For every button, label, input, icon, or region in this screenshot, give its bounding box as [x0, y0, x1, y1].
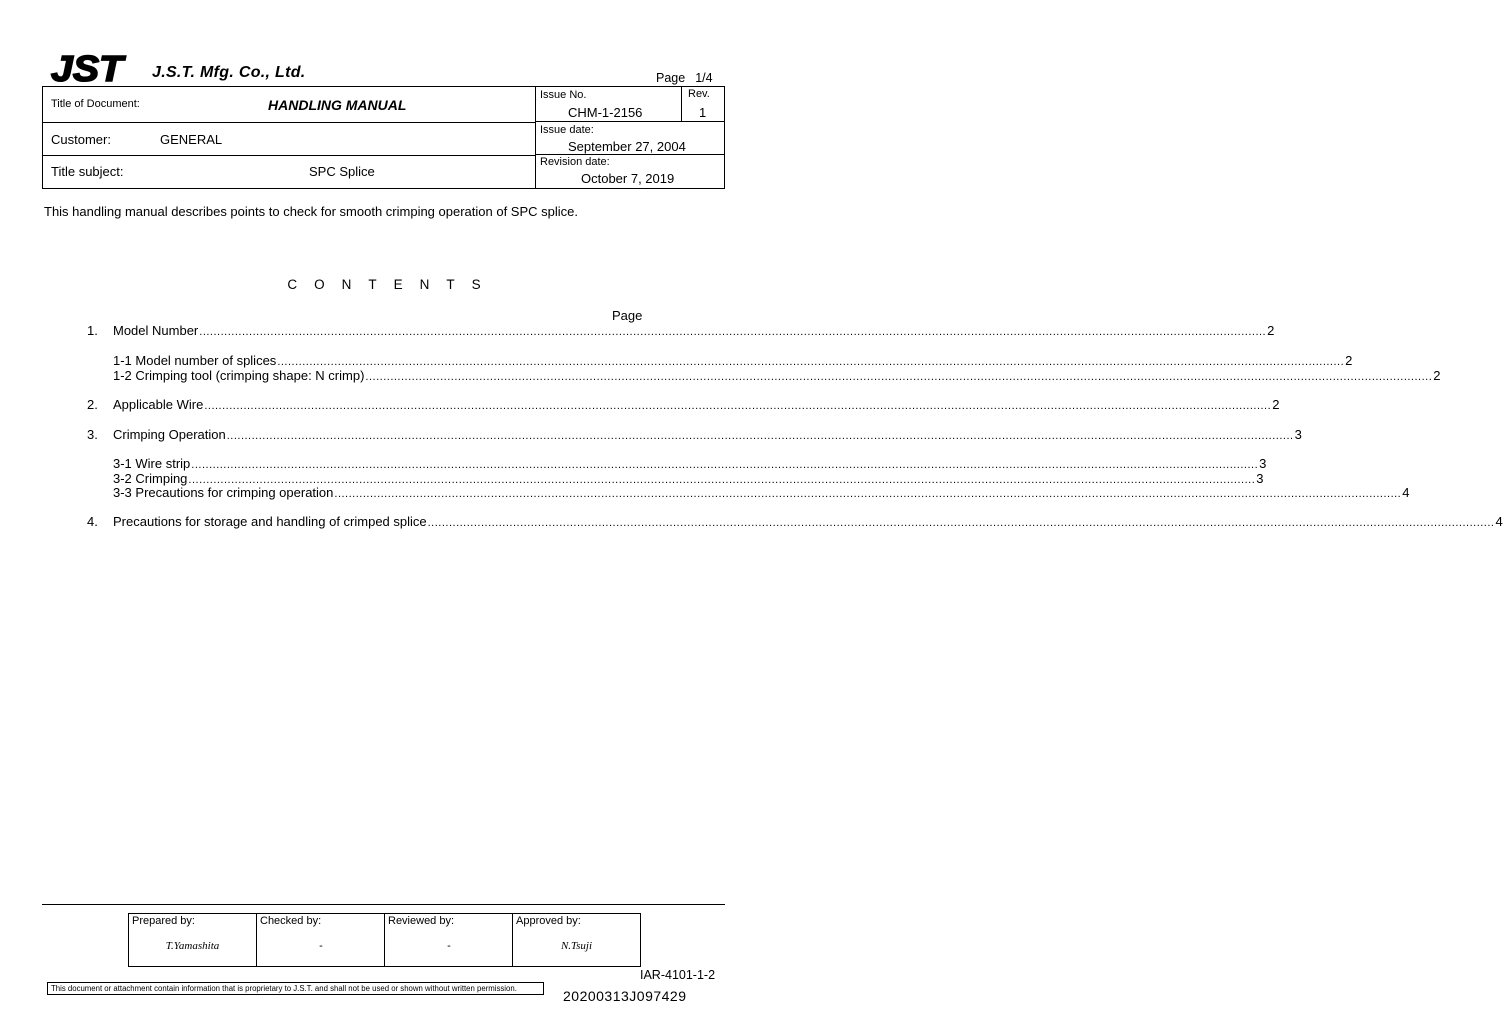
toc-leader: ............................................................................................................................................................................................................................................................................................................ — [188, 474, 1256, 486]
toc-leader: ............................................................................................................................................................................................................................................................................................................ — [365, 371, 1433, 383]
approved-by-signature: N.Tsuji — [560, 940, 593, 952]
toc-item[interactable] — [113, 427, 1302, 444]
issue-no-value: CHM-1-2156 — [568, 105, 643, 120]
customer-label: Customer: — [51, 132, 111, 147]
toc-item[interactable] — [113, 485, 1410, 502]
jst-logo — [50, 48, 127, 89]
toc-item[interactable] — [113, 397, 1280, 414]
document-title: HANDLING MANUAL — [268, 97, 407, 113]
proprietary-notice: This document or attachment contain information that is proprietary to J.S.T. and shall not be used or shown without written permission. — [47, 982, 544, 995]
toc-page: 3 — [1259, 456, 1267, 471]
intro-text: This handling manual describes points to check for smooth crimping operation of SPC splice. — [44, 204, 578, 219]
document-code: 20200313J097429 — [563, 988, 687, 1004]
rev-value: 1 — [699, 105, 707, 120]
toc-label: Precautions for storage and handling of crimped splice — [113, 514, 427, 529]
prepared-by-signature: T.Yamashita — [165, 940, 220, 952]
customer-value: GENERAL — [160, 132, 223, 147]
reviewed-by-label: Reviewed by: — [388, 915, 455, 927]
toc-leader: ............................................................................................................................................................................................................................................................................................................ — [199, 326, 1267, 338]
signature-table — [128, 913, 641, 967]
toc-leader: ............................................................................................................................................................................................................................................................................................................ — [226, 430, 1294, 442]
issue-date-value: September 27, 2004 — [568, 139, 686, 154]
title-subject-value: SPC Splice — [309, 164, 375, 179]
toc-label: 1-2 Crimping tool (crimping shape: N crimp) — [113, 368, 365, 383]
toc-number: 3. — [87, 427, 98, 442]
page-number — [656, 71, 713, 85]
toc-page: 2 — [1433, 368, 1441, 383]
revision-date-label: Revision date: — [540, 156, 610, 168]
toc-item[interactable] — [113, 323, 1275, 340]
toc-page: 3 — [1294, 427, 1302, 442]
issue-no-label: Issue No. — [540, 89, 587, 101]
toc-leader: ............................................................................................................................................................................................................................................................................................................ — [277, 356, 1345, 368]
toc-page: 4 — [1495, 514, 1503, 529]
toc-leader: ............................................................................................................................................................................................................................................................................................................ — [204, 400, 1272, 412]
reviewed-by-cell — [385, 914, 513, 966]
document-header-table — [42, 86, 725, 189]
toc-number: 2. — [87, 397, 98, 412]
reviewed-by-value: - — [447, 940, 451, 952]
toc-number: 4. — [87, 514, 98, 529]
toc-label: 1-1 Model number of splices — [113, 353, 277, 368]
toc-label: Applicable Wire — [113, 397, 204, 412]
logo-text: JST — [51, 48, 127, 89]
toc-label: 3-1 Wire strip — [113, 456, 191, 471]
toc-item[interactable] — [113, 368, 1441, 385]
approved-by-cell — [513, 914, 640, 966]
toc-number: 1. — [87, 323, 98, 338]
title-subject-label: Title subject: — [51, 164, 124, 179]
prepared-by-cell — [129, 914, 256, 966]
approved-by-label: Approved by: — [516, 915, 581, 927]
prepared-by-label: Prepared by: — [132, 915, 195, 927]
toc-page: 4 — [1402, 485, 1410, 500]
checked-by-label: Checked by: — [260, 915, 322, 927]
toc-leader: ............................................................................................................................................................................................................................................................................................................ — [427, 517, 1495, 529]
footer-divider — [42, 904, 725, 905]
toc-page: 2 — [1272, 397, 1280, 412]
company-name: J.S.T. Mfg. Co., Ltd. — [152, 64, 306, 81]
rev-label: Rev. — [688, 88, 710, 100]
toc-label: 3-3 Precautions for crimping operation — [113, 485, 334, 500]
issue-date-label: Issue date: — [540, 124, 594, 136]
toc-item[interactable] — [113, 514, 1503, 531]
page-label: Page — [656, 71, 686, 85]
checked-by-cell — [257, 914, 385, 966]
toc-page: 2 — [1345, 353, 1353, 368]
toc-leader: ............................................................................................................................................................................................................................................................................................................ — [191, 459, 1259, 471]
title-of-document-label: Title of Document: — [51, 98, 140, 110]
page-value: 1/4 — [695, 71, 713, 85]
checked-by-value: - — [319, 940, 323, 952]
toc-leader: ............................................................................................................................................................................................................................................................................................................ — [334, 488, 1402, 500]
form-number: IAR-4101-1-2 — [640, 968, 716, 982]
contents-page-header: Page — [612, 308, 643, 323]
toc-page: 3 — [1256, 471, 1264, 486]
toc-label: Model Number — [113, 323, 199, 338]
toc-label: 3-2 Crimping — [113, 471, 188, 486]
contents-heading: CONTENTS — [287, 277, 498, 292]
toc-page: 2 — [1267, 323, 1275, 338]
revision-date-value: October 7, 2019 — [581, 171, 675, 186]
toc-label: Crimping Operation — [113, 427, 226, 442]
